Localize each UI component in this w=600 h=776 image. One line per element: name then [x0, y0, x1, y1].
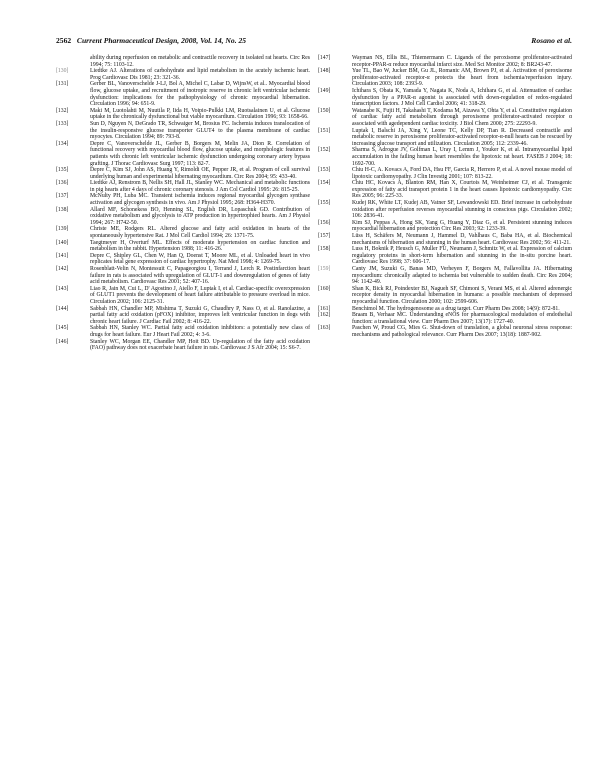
page-header: [56, 36, 572, 48]
reference-item: [56, 286, 310, 306]
reference-item: [56, 167, 310, 180]
reference-item: [318, 266, 572, 286]
reference-text: Sabbah HN, Chandler MP, Mishima T, Suzuki G, Chaudhry P, Nass O, et al. Ranolazine, a partial fatty acid oxidation (pFOX) inhibitor, improves left ventricular function in dogs with chronic heart failure. J Cardiac Fail 2002; 8: 416-22.: [90, 305, 310, 325]
reference-item: [56, 325, 310, 338]
reference-number: [156]: [318, 219, 331, 226]
references-right-column: [318, 55, 572, 339]
reference-text: Chiu HC, Kovacs A, Blanton RM, Han X, Courtois M, Weinheimer CJ, et al. Transgenic expression of fatty acid transport protein 1 in the heart causes lipotoxic cardiomyopathy. Circ Res 2005; 96: 225-33.: [352, 180, 572, 200]
reference-text: Stanley WC, Morgan EE, Chandler MP, Hoit BD. Up-regulation of the fatty acid oxidation (FAO) pathway does not exacerbate heart failure in rats. Cardiovasc J S Afr 2004; 15: S6-7.: [90, 338, 310, 352]
reference-number: [133]: [56, 120, 69, 127]
reference-text: Yue TL, Bao W, Jucker BM, Gu JL, Romanic AM, Brown PJ, et al. Activation of peroxisome proliferator-activated receptor-α protects the heart from ischemia/reperfusion injury. Circulation 2003; 108: 2393-9.: [352, 68, 572, 88]
reference-text: Benchimol M. The hydrogenosome as a drug target. Curr Pharm Des 2008; 14(9): 872-81.: [352, 305, 560, 312]
reference-number: [157]: [318, 233, 331, 240]
reference-item: [56, 55, 310, 68]
reference-text: Liedtke AJ. Alterations of carbohydrate and lipid metabolism in the acutely ischemic heart. Prog Cardiovasc Dis 1981; 23: 321-36.: [90, 68, 310, 81]
references-left-column: [56, 55, 310, 352]
reference-number: [142]: [56, 266, 69, 272]
reference-number: [163]: [318, 325, 331, 332]
reference-number: [141]: [56, 252, 69, 259]
reference-item: [56, 339, 310, 352]
reference-item: [318, 147, 572, 167]
reference-text: Luss H, Boknik P, Heusch G, Muller FU, Neumann J, Schmitz W, et al. Expression of calcium regulatory proteins in short-term hibernation and stunning in the in-situ porcine heart. Cardiovasc Res 1998; 37: 606-17.: [352, 246, 572, 266]
reference-item: [318, 286, 572, 306]
reference-number: [137]: [56, 193, 69, 200]
reference-number: [160]: [318, 285, 331, 292]
reference-item: [56, 266, 310, 286]
reference-text: Kudej RK, White LT, Kudej AB, Vatner SF, Lewandowski ED. Brief increase in carbohydrate oxidation after reperfusion reverses myocardial stunning in conscious pigs. Circulation 2002; 106: 2836-41.: [352, 200, 572, 220]
reference-text: Sun D, Nguyen N, DeGrado TR, Schwaiger M, Brosius FC. Ischemia induces translocation of the insulin-responsive glucose transporter GLUT4 to the plasma membrane of cardiac myocytes. Circulation 1994; 89: 793-8.: [90, 120, 310, 141]
reference-text: Liedtke AJ, Renstrom B, Nellis SH, Hall JL, Stanley WC. Mechanical and metabolic functions in pig hearts after 4 days of chronic coronary stenosis. J Am Col Cardiol 1995: 26: 815-25.: [90, 180, 310, 193]
reference-text: Depre C, Shipley GL, Chen W, Han Q, Doenst T, Moore ML, et al. Unloaded heart in vivo replicates fetal gene expression of cardiac hypertrophy. Nat Med 1998; 4: 1269-75.: [90, 252, 310, 266]
reference-item: [318, 88, 572, 108]
reference-item: [318, 325, 572, 338]
reference-number: [144]: [56, 305, 69, 312]
reference-number: [149]: [318, 87, 331, 94]
reference-item: [318, 68, 572, 88]
reference-item: [318, 180, 572, 200]
reference-item: [318, 312, 572, 325]
reference-item: [56, 121, 310, 141]
reference-text: Sharma S, Adrogue JV, Golfman L, Uray I, Lemm J, Youker K, et al. Intramyocardial lipid accumulation in the failing human heart resembles the lipotoxic rat heart. FASEB J 2004; 18: 1692-700.: [352, 147, 572, 167]
page-number: 2562: [56, 36, 72, 45]
reference-item: [56, 226, 310, 239]
reference-number: [162]: [318, 312, 331, 319]
reference-number: [138]: [56, 206, 69, 213]
reference-text: Lüss H, Schäfers M, Neumann J, Hammel D, Vahlhaus C, Baba HA, et al. Biochemical mechanisms of hibernation and stunning in the human heart. Cardiovasc Res 2002; 56: 411-21.: [352, 233, 572, 246]
header-authors: Rosano et al.: [531, 36, 572, 45]
reference-number: [154]: [318, 180, 331, 187]
reference-text: McNulty PH, Luba MC. Transient ischemia induces regional myocardial glycogen synthase activation and glycogen synthesis in vivo. Am J Physiol 1995; 268: H364-H370.: [90, 193, 310, 207]
reference-item: [318, 220, 572, 233]
reference-text: Depre C, Kim SJ, John AS, Huang Y, Rimoldi OE, Pepper JR, et al. Program of cell survival underlying human and experimental hibernating myocardium. Circ Res 2004; 95: 433-40.: [90, 167, 310, 180]
reference-item: [56, 253, 310, 266]
reference-item: [56, 240, 310, 253]
reference-item: [318, 128, 572, 148]
reference-number: [150]: [318, 107, 331, 114]
reference-text: Canty JM, Suzuki G, Banas MD, Verheyen F, Borgers M, Fallavollita JA. Hibernating myocardium: chronically adapted to ischemia but vulnerable to sudden death. Circ Res 2004; 94: 1142-49.: [352, 266, 572, 286]
reference-item: [318, 200, 572, 220]
reference-text: Gerber BL, Vanoverschelde J-LJ, Bol A, Michel C, Labar D, WijnsW, et al.. Myocardial blood flow, glucose uptake, and recruitment of inotropic reserve in chronic left ventricular ischemic dysfunction: implications for the pathophysiology of chronic myocardial hibernation. Circulation 1996; 94: 651-9.: [90, 81, 310, 108]
reference-text: Rosenblatt-Velin N, Montessuit C, Papageorgiou I, Terrand J, Lerch R. Postinfarction heart failure in rats is associated with upregulation of GLUT-1 and downregulation of genes of fatty acid metabolism. Cardiovasc Res 2001; 52: 407-16.: [90, 266, 310, 286]
header-left: [56, 36, 246, 45]
reference-number: [145]: [56, 325, 69, 332]
reference-text: Sabbah HN, Stanley WC. Partial fatty acid oxidation inhibitors: a potentially new class of drugs for heart failure. Eur J Heart Fail 2002; 4: 3-6.: [90, 325, 310, 338]
journal-name: Current Pharmaceutical Design,: [76, 36, 180, 45]
reference-item: [56, 141, 310, 167]
reference-number: [158]: [318, 246, 331, 253]
reference-number: [153]: [318, 167, 331, 174]
reference-text: Paschen W, Proud CG, Mies G. Shut-down of translation, a global neuronal stress response: mechanisms and pathological relevance. Curr Pharm Des 2007; 13(18): 1887-902.: [352, 325, 572, 338]
reference-number: [161]: [318, 305, 331, 312]
reference-number: [152]: [318, 147, 331, 154]
reference-number: [140]: [56, 239, 69, 246]
reference-number: [155]: [318, 200, 331, 207]
reference-text: Watanabe K, Fujii H, Takahashi T, Kodama M, Aizawa Y, Ohta Y, et al. Constitutive regulation of cardiac fatty acid metabolism through peroxisome proliferator-activated receptor α associated with agedependent cardiac toxicity. J Biol Chem 2000; 275: 22293-9.: [352, 107, 572, 127]
reference-item: [318, 167, 572, 180]
reference-item: [318, 108, 572, 128]
reference-number: [135]: [56, 167, 69, 174]
reference-text: Taegtmeyer H, Overturf ML. Effects of moderate hypertension on cardiac function and metabolism in the rabbit. Hypertension 1988; 11: 416-26.: [90, 239, 310, 253]
reference-text: Christe ME, Rodgers RL. Altered glucose and fatty acid oxidation in hearts of the spontaneously hypertensive Rat. J Mol Cell Cardiol 1994; 26: 1371-75.: [90, 226, 310, 240]
reference-number: [130]: [56, 68, 69, 75]
reference-text: Luptak I, Balschi JA, Xing Y, Leone TC, Kelly DP, Tian R. Decreased contractile and metabolic reserve in peroxisome proliferator-activated receptor-α-null hearts can be rescued by increasing glucose transport and utilization. Circulation 2005; 112: 2339-46.: [352, 127, 572, 147]
reference-text: Wayman NS, Ellis BL, Thiemermann C. Ligands of the peroxisome proliferator-activated receptor-PPAR-α reduce myocardial infarct size. Med Sci Monitor 2002; 8: BR243-47.: [352, 55, 572, 68]
reference-number: [151]: [318, 127, 331, 134]
reference-number: [131]: [56, 81, 69, 88]
reference-number: [134]: [56, 140, 69, 147]
reference-number: [132]: [56, 107, 69, 114]
reference-item: [56, 108, 310, 121]
reference-item: [56, 306, 310, 326]
reference-number: [159]: [318, 266, 331, 272]
reference-item: [56, 193, 310, 206]
reference-number: [146]: [56, 338, 69, 345]
reference-item: [318, 233, 572, 246]
journal-issue: 2008, Vol. 14, No. 25: [181, 36, 247, 45]
reference-number: [148]: [318, 68, 331, 75]
reference-text: Maki M, Luotolahti M, Nuutila P, Iida H, Voipio-Pulkki LM, Ruotsalainen U, et al. Glucose uptake in the chronically dysfunctional but viable myocardium. Circulation 1996; 93: 1658-66.: [90, 107, 310, 121]
reference-text: Chiu H-C, A. Kovacs A, Ford DA, Hsu FF, Garcia R, Herrero P, et al. A novel mouse model of lipotoxic cardiomyopathy. J Clin Investig 2001; 107: 813-22.: [352, 167, 572, 180]
reference-item: [56, 68, 310, 81]
reference-number: [143]: [56, 285, 69, 292]
reference-text: Liao R, Jain M, Cui L, D' Agostino J, Aiello F, Luptak I, et al. Cardiac-specific overexpression of GLUT1 prevents the development of heart failure attributable to pressure overload in mice. Circulation 2002; 106: 2125-31.: [90, 285, 310, 305]
reference-text: Braam B, Verhaar MC. Understanding eNOS for pharmacological modulation of endothelial function: a translational view. Curr Pharm Des 2007; 13(17): 1727-40.: [352, 312, 572, 325]
reference-text: ability during reperfusion on metabolic and contractile recovery in isolated rat hearts. Circ Res 1994; 75: 1103-12.: [90, 55, 310, 68]
reference-item: [56, 81, 310, 107]
reference-item: [318, 55, 572, 68]
reference-item: [318, 246, 572, 266]
reference-text: Shan K, Bick RJ, Poindexter BJ, Nagueh SF, Chimoni S, Verani MS, et al. Altered adrenergic receptor density in myocardial hibernation in humans: a possible mechanism of depressed myocardial function. Circulation 2000; 102: 2599-606.: [352, 285, 572, 305]
reference-item: [56, 180, 310, 193]
reference-text: Allard MF, Schonekess BO, Henning SL, English DR, Lopaschuk GD. Contribution of oxidative metabolism and glycolysis to ATP production in hypertrophied hearts. Am J Physiol 1994; 267: H742-50.: [90, 206, 310, 226]
reference-text: Depre C, Vanoverschelde JL, Gerber B, Borgers M, Melin JA, Dion R. Correlation of functional recovery with myocardial blood flow, glucose uptake, and morphologic features in patients with chronic left ventricular ischemic dysfunction undergoing coronary artery bypass grafting. J Thorac Cardiovasc Surg 1997; 113: 82-7.: [90, 140, 310, 167]
reference-text: Ichihara S, Obata K, Yamada Y, Nagata K, Noda A, Ichihara G, et al. Attenuation of cardiac dysfunction by a PPAR-α agonist is associated with down-regulation of redox-regulated transcription factors. J Mol Cell Cardiol 2006; 41: 318-29.: [352, 87, 572, 108]
reference-text: Kim SJ, Peppas A, Hong SK, Yang G, Huang Y, Diaz G, et al. Persistent stunning induces myocardial hibernation and protection Circ Res 2003; 92: 1233-39.: [352, 219, 572, 233]
reference-item: [56, 207, 310, 227]
reference-number: [139]: [56, 226, 69, 233]
reference-number: [136]: [56, 180, 69, 187]
reference-number: [147]: [318, 55, 331, 61]
